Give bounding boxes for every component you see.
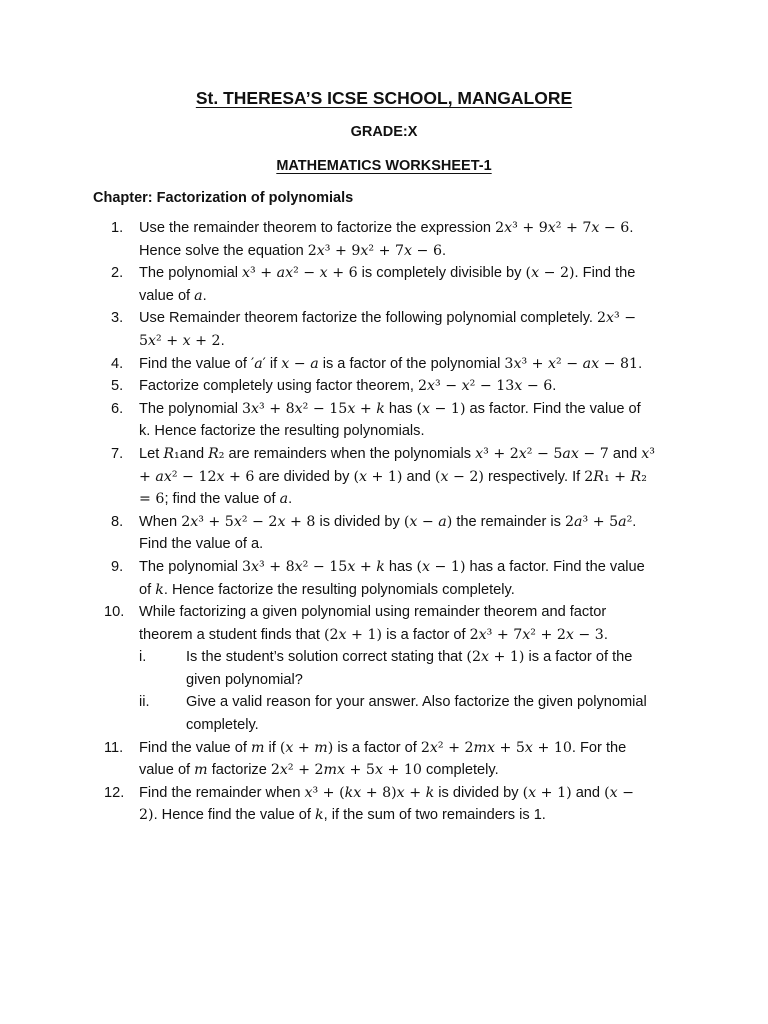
question-text: completely.	[421, 762, 499, 779]
question-text: the remainder is	[452, 513, 566, 530]
math-expression: 3𝑥³ + 𝑥² − 𝑎𝑥 − 81	[504, 355, 639, 372]
math-expression: 𝑥³ + 2𝑥² − 5𝑎𝑥 − 7	[475, 445, 609, 462]
question-body	[139, 220, 633, 259]
sub-question-number: ii.	[139, 694, 150, 711]
question-item	[111, 556, 656, 601]
math-expression: 2𝑥³ − 𝑥² − 13𝑥 − 6	[418, 378, 553, 395]
grade-heading: GRADE:X	[350, 124, 418, 140]
question-body	[139, 265, 635, 304]
question-text: .	[220, 332, 225, 349]
math-expression: 3𝑥³ + 8𝑥² − 15𝑥 + 𝑘	[242, 400, 385, 417]
math-expression: (𝑥 − 1)	[416, 558, 466, 575]
question-text: has	[384, 558, 417, 575]
question-list	[104, 217, 656, 827]
school-title: St. THERESA’S ICSE SCHOOL, MANGALORE	[195, 88, 573, 108]
math-expression: (𝑥 + 1)	[522, 784, 572, 801]
math-expression: 𝑘	[315, 807, 324, 824]
question-body	[139, 514, 636, 553]
question-text: .	[638, 355, 643, 372]
question-text: The polynomial	[139, 558, 243, 575]
question-text: . Hence solve the equation	[139, 220, 634, 259]
question-text: , if the sum of two remainders is 1.	[323, 807, 546, 824]
math-expression: 2𝑥³ + 5𝑥² − 2𝑥 + 8	[181, 513, 316, 530]
question-text: Use the remainder theorem to factorize the expression	[139, 220, 496, 236]
math-expression: 𝑘	[155, 581, 164, 598]
math-expression: 𝑥³ + 𝑎𝑥² − 𝑥 + 6	[242, 265, 358, 282]
question-number: 5.	[111, 378, 124, 395]
question-body	[139, 559, 645, 598]
question-text: and	[608, 445, 642, 462]
question-number: 9.	[111, 558, 124, 575]
question-number: 12.	[104, 784, 125, 801]
question-text: factorize	[207, 762, 271, 779]
question-text: Is the student’s solution correct stating that	[186, 649, 467, 666]
math-expression: 𝑥 − 𝑎	[281, 355, 319, 372]
question-text: . Find the value of a.	[139, 513, 637, 553]
sub-question-body	[186, 649, 632, 688]
question-text: is a factor of	[382, 626, 470, 643]
question-text: Factorize completely using factor theorem,	[139, 378, 419, 395]
question-text: has a factor. Find the value of	[139, 558, 645, 598]
question-item	[111, 307, 656, 352]
question-text: When	[139, 513, 182, 530]
math-expression: (𝑥 + 1)	[353, 468, 403, 485]
question-body	[139, 740, 626, 779]
question-text: is a factor of the given polynomial?	[186, 649, 633, 688]
sub-question-item	[139, 646, 656, 691]
question-item	[104, 782, 656, 827]
question-text: Find the remainder when	[139, 784, 305, 801]
question-item	[104, 737, 656, 782]
math-expression: 3𝑥³ + 8𝑥² − 15𝑥 + 𝑘	[242, 558, 385, 575]
question-text: .	[441, 242, 447, 259]
sub-question-body	[186, 694, 647, 733]
question-text: Find the value of	[139, 355, 251, 372]
math-expression: (𝑥 − 2)	[525, 265, 575, 282]
question-text: and	[571, 784, 605, 801]
math-expression: 2𝑥³ + 9𝑥² + 7𝑥 − 6	[495, 220, 630, 236]
question-item	[104, 601, 656, 737]
question-text: Find the value of	[139, 739, 251, 756]
question-text: is a factor of	[333, 739, 421, 756]
question-item	[111, 353, 656, 376]
math-expression: (2𝑥 + 1)	[466, 649, 525, 666]
question-item	[111, 262, 656, 307]
math-expression: 2𝑥³ − 5𝑥² + 𝑥 + 2	[139, 310, 637, 349]
sub-question-item	[139, 691, 656, 736]
question-item	[111, 443, 656, 511]
question-text: if	[264, 739, 280, 756]
question-text: is a factor of the polynomial	[318, 355, 505, 372]
question-text: Give a valid reason for your answer. Also factorize the given polynomial completely.	[186, 694, 647, 734]
question-text: . Hence find the value of	[153, 807, 316, 824]
question-number: 8.	[111, 513, 124, 530]
question-body	[139, 378, 556, 394]
question-number: 6.	[111, 400, 124, 417]
question-text: Use Remainder theorem factorize the following polynomial completely.	[139, 310, 598, 327]
question-item	[111, 511, 656, 556]
question-text: are remainders when the polynomials	[224, 445, 476, 462]
question-text: . For the value of	[139, 739, 627, 779]
question-text: .	[603, 626, 608, 643]
math-expression: 𝑥³ + 𝑎𝑥² − 12𝑥 + 6	[139, 445, 655, 485]
math-expression: 𝑚	[250, 739, 265, 756]
question-body	[139, 310, 636, 349]
question-body	[139, 785, 634, 824]
math-expression: ′𝑎′	[250, 355, 266, 372]
question-item	[111, 375, 656, 398]
math-expression: 𝑎	[194, 287, 203, 304]
question-body	[139, 604, 608, 643]
question-text: . Hence factorize the resulting polynomials completely.	[163, 581, 515, 598]
math-expression: (𝑥 + 𝑚)	[279, 739, 334, 756]
question-text: ; find the value of	[164, 491, 280, 508]
sub-question-list	[139, 646, 656, 736]
math-expression: 𝑚	[194, 762, 208, 779]
question-body	[139, 401, 641, 440]
math-expression: 2𝑥² + 2𝑚𝑥 + 5𝑥 + 10	[270, 762, 422, 779]
question-text: is completely divisible by	[357, 265, 526, 282]
question-text: .	[288, 491, 293, 508]
math-expression: (𝑥 − 2)	[139, 784, 635, 824]
question-text: if	[265, 355, 282, 372]
question-text: .	[202, 287, 207, 304]
question-number: 4.	[111, 355, 124, 372]
math-expression: 2𝑥² + 2𝑚𝑥 + 5𝑥 + 10	[420, 739, 572, 756]
question-number: 7.	[111, 445, 124, 462]
question-item	[111, 217, 656, 262]
math-expression: 2𝑥³ + 9𝑥² + 7𝑥 − 6	[307, 242, 442, 259]
question-text: The polynomial	[139, 265, 243, 282]
question-text: While factorizing a given polynomial using remainder theorem and factor theorem a student finds that	[139, 604, 607, 643]
question-body	[139, 356, 642, 372]
question-text: .	[552, 378, 557, 395]
question-text: is divided by	[434, 784, 523, 801]
math-expression: (𝑥 − 1)	[416, 400, 466, 417]
question-text: is divided by	[315, 513, 404, 530]
question-text: as factor. Find the value of k. Hence factorize the resulting polynomials.	[139, 400, 641, 440]
math-expression: 2𝑎³ + 5𝑎²	[565, 513, 633, 530]
question-body	[139, 446, 655, 507]
question-number: 10.	[104, 604, 125, 621]
question-text: are divided by	[254, 468, 354, 485]
question-text: Let	[139, 445, 164, 462]
math-expression: 2𝑥³ + 7𝑥² + 2𝑥 − 3	[469, 626, 604, 643]
question-text: The polynomial	[139, 400, 243, 417]
math-expression: 𝑅₂	[208, 445, 225, 462]
question-number: 3.	[111, 310, 124, 327]
sub-question-number: i.	[139, 649, 147, 666]
question-number: 2.	[111, 265, 124, 282]
question-text: has	[384, 400, 417, 417]
math-expression: (2𝑥 + 1)	[323, 626, 383, 643]
chapter-heading: Chapter: Factorization of polynomials	[93, 190, 354, 206]
question-text: . Find the value of	[139, 265, 636, 304]
question-item	[111, 398, 656, 443]
question-text: and	[402, 468, 435, 485]
question-number: 11.	[104, 739, 124, 756]
math-expression: (𝑥 − 𝑎)	[403, 513, 453, 530]
question-text: and	[179, 445, 209, 462]
question-number: 1.	[111, 220, 124, 236]
math-expression: (𝑥 − 2)	[434, 468, 484, 485]
math-expression: 𝑎	[279, 491, 289, 508]
math-expression: 2𝑅₁ + 𝑅₂ = 6	[139, 468, 647, 508]
math-expression: 𝑥³ + (𝑘𝑥 + 8)𝑥 + 𝑘	[304, 784, 435, 801]
math-expression: 𝑅₁	[163, 445, 180, 462]
worksheet-title: MATHEMATICS WORKSHEET-1	[276, 158, 492, 174]
question-text: respectively. If	[483, 468, 585, 485]
